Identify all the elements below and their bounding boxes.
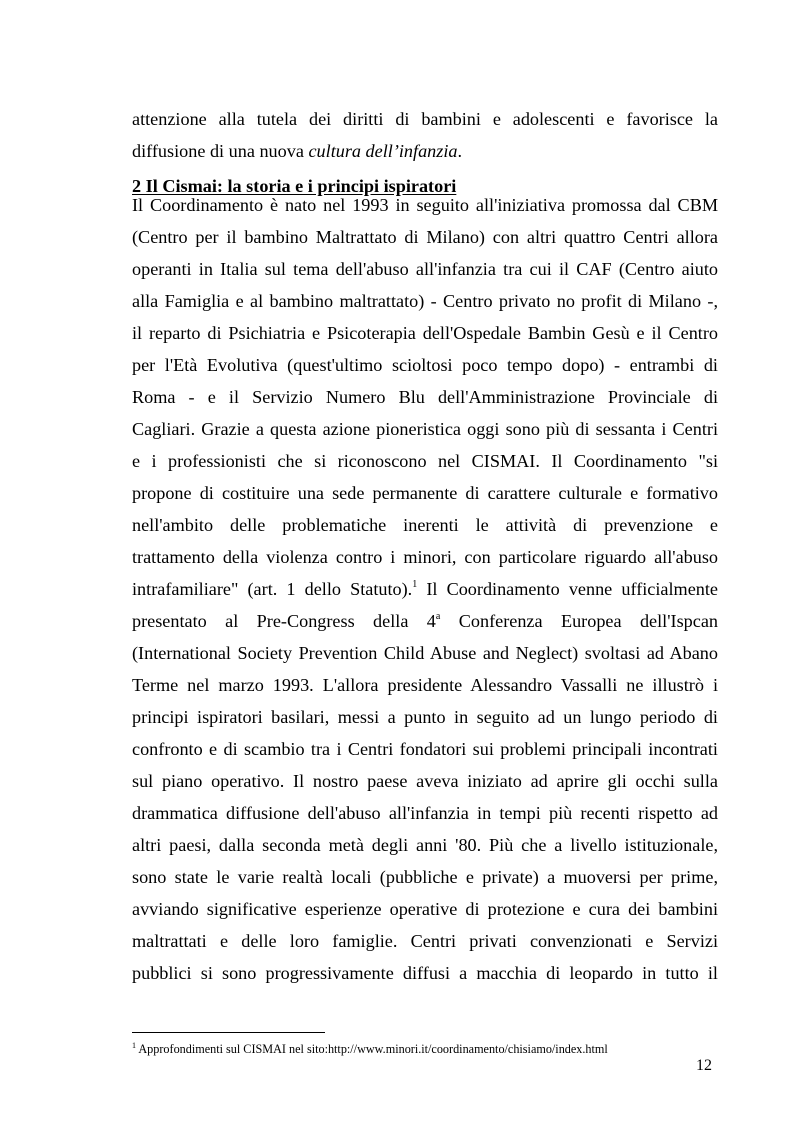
body-line: Terme nel marzo 1993. L'allora presidente Alessandro Vassalli ne illustrò i — [132, 675, 718, 695]
body-line: confronto e di scambio tra i Centri fondatori sui problemi principali incontrati — [132, 739, 718, 759]
body-line: (Centro per il bambino Maltrattato di Milano) con altri quattro Centri allora — [132, 227, 718, 247]
body-line: propone di costituire una sede permanente di carattere culturale e formativo — [132, 483, 718, 503]
body-line: presentato al Pre-Congress della 4$^a$ Conferenza Europea dell'Ispcan — [132, 611, 718, 631]
footnote-text: Approfondimenti sul CISMAI nel sito:http://www.minori.it/coordinamento/chisiamo/index.html — [136, 1042, 608, 1056]
body-line: per l'Età Evolutiva (quest'ultimo scioltosi poco tempo dopo) - entrambi di — [132, 355, 718, 375]
body-line: nell'ambito delle problematiche inerenti le attività di prevenzione e — [132, 515, 718, 535]
body-line: Il Coordinamento è nato nel 1993 in seguito all'iniziativa promossa dal CBM — [132, 195, 718, 215]
page-number: 12 — [696, 1057, 712, 1074]
footnote-reference[interactable]: 1 — [412, 579, 418, 590]
footnote-marker: 1 — [132, 1041, 136, 1050]
body-line: Roma - e il Servizio Numero Blu dell'Amministrazione Provinciale di — [132, 387, 718, 407]
body-line: intrafamiliare" (art. 1 dello Statuto).$^1$ Il Coordinamento venne ufficialmente — [132, 579, 718, 599]
body-line: e i professionisti che si riconoscono nel CISMAI. Il Coordinamento "si — [132, 451, 718, 471]
body-line: sono state le varie realtà locali (pubbliche e private) a muoversi per prime, — [132, 867, 718, 887]
body-line: (International Society Prevention Child Abuse and Neglect) svoltasi ad Abano — [132, 643, 718, 663]
body-line: principi ispiratori basilari, messi a punto in seguito ad un lungo periodo di — [132, 707, 718, 727]
intro-line: diffusione di una nuova cultura dell’infanzia. — [132, 141, 463, 161]
footnote-divider — [132, 1032, 325, 1033]
emphasis-text: cultura dell’infanzia — [308, 141, 458, 161]
ordinal-superscript: a — [435, 611, 441, 622]
body-line: operanti in Italia sul tema dell'abuso all'infanzia tra cui il CAF (Centro aiuto — [132, 259, 718, 279]
body-line: pubblici si sono progressivamente diffusi a macchia di leopardo in tutto il — [132, 963, 718, 983]
section-heading: 2 Il Cismai: la storia e i principi ispiratori — [132, 176, 457, 196]
body-line: alla Famiglia e al bambino maltrattato) - Centro privato no profit di Milano -, — [132, 291, 718, 311]
body-line: il reparto di Psichiatria e Psicoterapia dell'Ospedale Bambin Gesù e il Centro — [132, 323, 718, 343]
body-line: maltrattati e delle loro famiglie. Centri privati convenzionati e Servizi — [132, 931, 718, 951]
body-line: Cagliari. Grazie a questa azione pioneristica oggi sono più di sessanta i Centri — [132, 419, 718, 439]
body-line: sul piano operativo. Il nostro paese aveva iniziato ad aprire gli occhi sulla — [132, 771, 718, 791]
body-line: altri paesi, dalla seconda metà degli anni '80. Più che a livello istituzionale, — [132, 835, 718, 855]
body-line: avviando significative esperienze operative di protezione e cura dei bambini — [132, 899, 718, 919]
intro-line: attenzione alla tutela dei diritti di bambini e adolescenti e favorisce la — [132, 109, 718, 129]
body-line: trattamento della violenza contro i minori, con particolare riguardo all'abuso — [132, 547, 718, 567]
footnote — [132, 1041, 608, 1057]
body-line: drammatica diffusione dell'abuso all'infanzia in tempi più recenti rispetto ad — [132, 803, 718, 823]
